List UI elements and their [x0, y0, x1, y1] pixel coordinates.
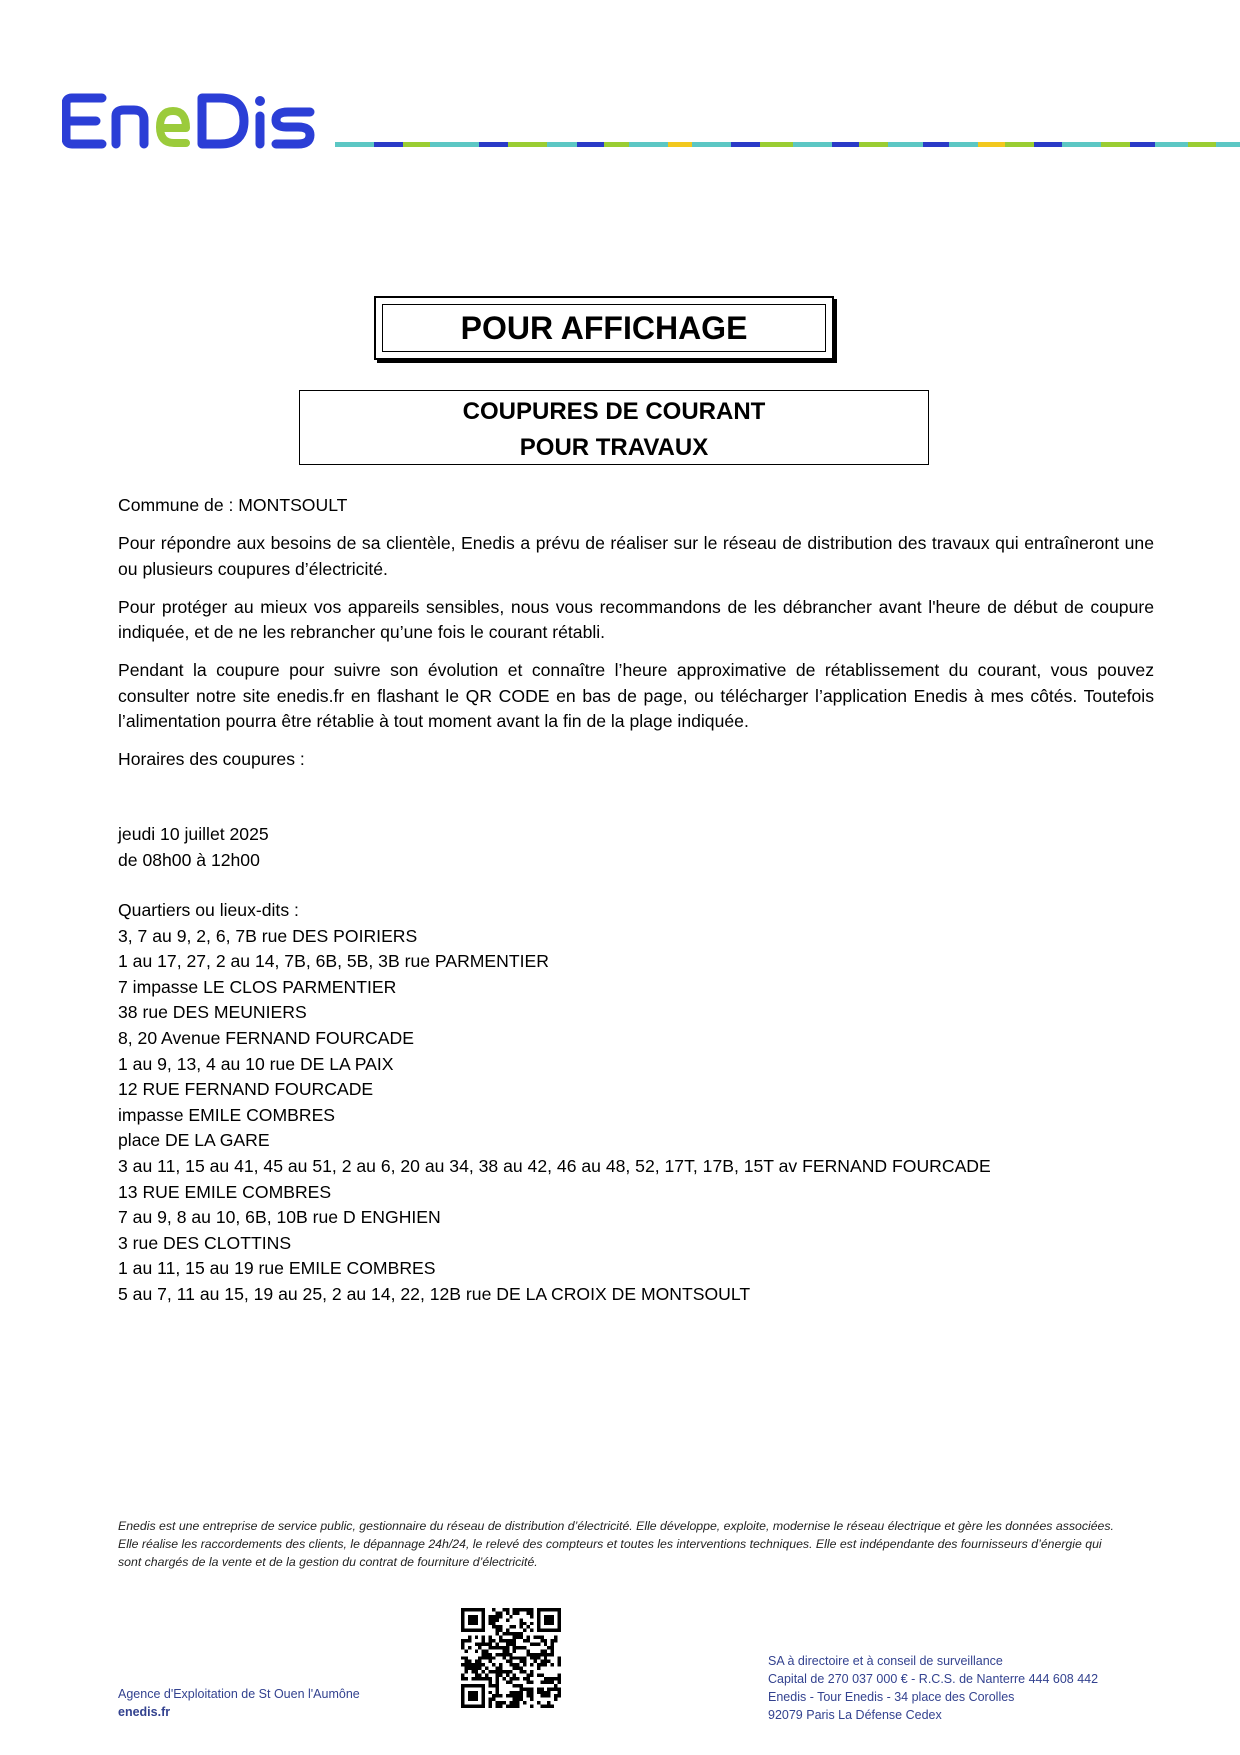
- places-list: [118, 898, 1154, 1308]
- list-item: 1 au 9, 13, 4 au 10 rue DE LA PAIX: [118, 1053, 394, 1074]
- list-item: 7 impasse LE CLOS PARMENTIER: [118, 976, 397, 997]
- list-item: 3 rue DES CLOTTINS: [118, 1232, 292, 1253]
- paragraph-3: Pendant la coupure pour suivre son évolution et connaître l’heure approximative de rétablissement du courant, vous pouvez consulter notre site enedis.fr en flashant le QR CODE en bas de page, ou télécharger l’application Enedis à mes côtés. Toutefois l’alimentation pourra être rétablie à tout moment avant la fin de la plage indiquée.: [118, 660, 1154, 731]
- schedule: [118, 822, 1154, 873]
- list-item: 1 au 11, 15 au 19 rue EMILE COMBRES: [118, 1258, 436, 1279]
- enedis-logo-icon: [62, 92, 322, 150]
- paragraph-2: Pour protéger au mieux vos appareils sensibles, nous vous recommandons de les débrancher avant l'heure de début de coupure indiquée, et de ne les rebrancher qu’une fois le courant rétabli.: [118, 596, 1154, 642]
- horaires-label: Horaires des coupures :: [118, 749, 305, 769]
- legal-line: Capital de 270 037 000 € - R.C.S. de Nanterre 444 608 442: [768, 1672, 1099, 1686]
- qr-code-icon: [461, 1608, 561, 1708]
- qr-code[interactable]: [461, 1608, 561, 1708]
- list-item: impasse EMILE COMBRES: [118, 1104, 336, 1125]
- footer-legal: [768, 1652, 1098, 1724]
- paragraph-1: Pour répondre aux besoins de sa clientèle, Enedis a prévu de réaliser sur le réseau de distribution des travaux qui entraîneront une ou plusieurs coupures d’électricité.: [118, 533, 1154, 579]
- banner-title: POUR AFFICHAGE: [382, 304, 826, 352]
- list-item: place DE LA GARE: [118, 1130, 270, 1151]
- legal-line: SA à directoire et à conseil de surveillance: [768, 1654, 1003, 1668]
- list-item: 5 au 7, 11 au 15, 19 au 25, 2 au 14, 22, 12B rue DE LA CROIX DE MONTSOULT: [118, 1283, 751, 1304]
- agency-name: Agence d'Exploitation de St Ouen l'Aumône: [118, 1687, 360, 1701]
- schedule-time: de 08h00 à 12h00: [118, 849, 260, 870]
- banner-frame: [374, 296, 834, 360]
- places-label: Quartiers ou lieux-dits :: [118, 900, 299, 920]
- header-color-rule: [335, 142, 1240, 147]
- list-item: 3 au 11, 15 au 41, 45 au 51, 2 au 6, 20 au 34, 38 au 42, 46 au 48, 52, 17T, 17B, 15T av FERNAND FOURCADE: [118, 1155, 991, 1176]
- legal-line: Enedis - Tour Enedis - 34 place des Corolles: [768, 1690, 1015, 1704]
- list-item: 13 RUE EMILE COMBRES: [118, 1181, 332, 1202]
- legal-line: 92079 Paris La Défense Cedex: [768, 1708, 942, 1722]
- list-item: 8, 20 Avenue FERNAND FOURCADE: [118, 1027, 414, 1048]
- subtitle-box: [299, 390, 929, 465]
- list-item: 12 RUE FERNAND FOURCADE: [118, 1079, 374, 1100]
- list-item: 3, 7 au 9, 2, 6, 7B rue DES POIRIERS: [118, 925, 418, 946]
- footer-agency: [118, 1685, 360, 1721]
- list-item: 1 au 17, 27, 2 au 14, 7B, 6B, 5B, 3B rue PARMENTIER: [118, 951, 549, 972]
- disclaimer: Enedis est une entreprise de service public, gestionnaire du réseau de distribution d’électricité. Elle développe, exploite, modernise le réseau électrique et gère les données associées. Elle réalise les raccordements des clients, le dépannage 24h/24, le relevé des compteurs et toutes les interventions techniques. Elle est indépendante des fournisseurs d’énergie qui sont chargés de la vente et de la gestion du contrat de fourniture d’électricité.: [118, 1519, 1114, 1569]
- subtitle-line1: COUPURES DE COURANT: [462, 398, 766, 425]
- site-link[interactable]: enedis.fr: [118, 1705, 171, 1719]
- enedis-logo: [62, 92, 322, 150]
- subtitle-line2: POUR TRAVAUX: [519, 434, 709, 461]
- list-item: 7 au 9, 8 au 10, 6B, 10B rue D ENGHIEN: [118, 1207, 441, 1228]
- notice-body: [118, 493, 1154, 785]
- schedule-date: jeudi 10 juillet 2025: [118, 824, 269, 844]
- commune-line: Commune de : MONTSOULT: [118, 495, 348, 515]
- list-item: 38 rue DES MEUNIERS: [118, 1002, 307, 1023]
